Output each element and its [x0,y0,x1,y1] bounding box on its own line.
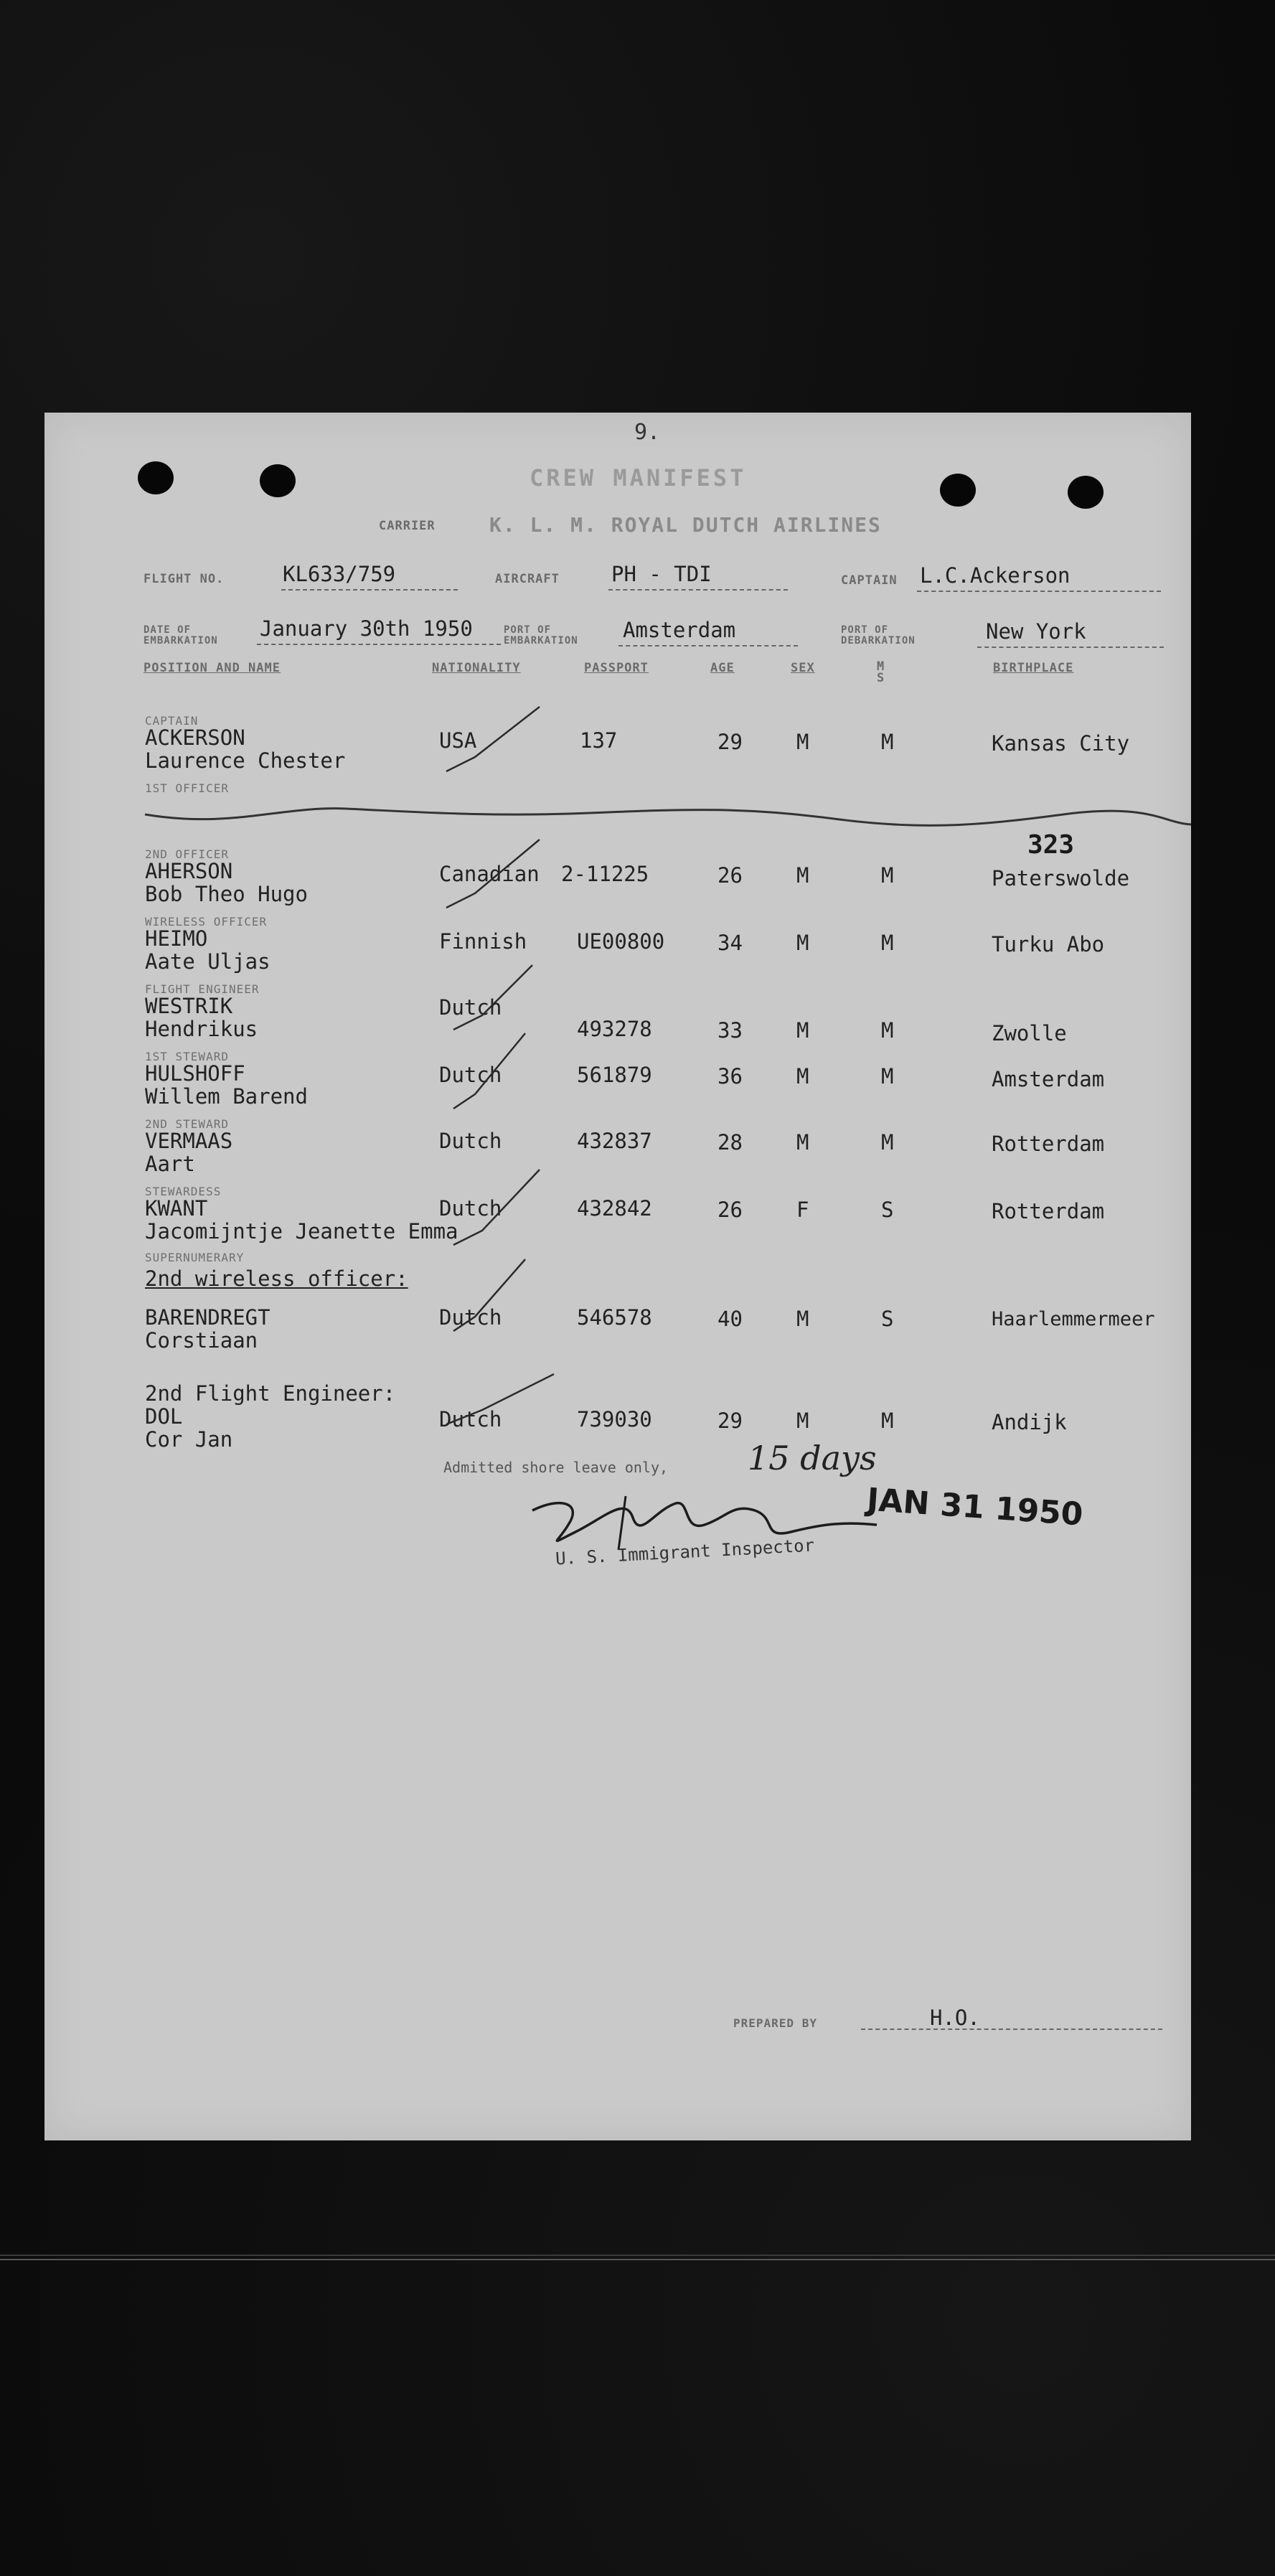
crew-birthplace: Amsterdam [992,1067,1105,1091]
captain-underline [917,591,1161,592]
carrier-label: CARRIER [379,519,436,533]
crew-age: 29 [718,730,743,754]
crew-passport: 2-11225 [561,862,649,886]
crew-surname: VERMAAS [145,1129,233,1153]
port-underline [618,645,798,647]
col-passport: PASSPORT [584,661,649,675]
crew-nationality: Dutch [439,995,502,1020]
crew-nationality: Canadian [439,862,540,886]
crew-surname: HEIMO [145,926,208,951]
crew-birthplace: Andijk [992,1410,1067,1434]
crew-surname: WESTRIK [145,994,233,1018]
flight-value: KL633/759 [283,562,396,586]
crew-birthplace: Zwolle [992,1021,1067,1045]
second-engineer-label: 2nd Flight Engineer: [145,1381,396,1406]
crew-surname: KWANT [145,1196,208,1221]
prepared-by-value: H.O. [930,2006,980,2030]
crew-given: Corstiaan [145,1328,258,1353]
crew-marital: M [881,1409,894,1433]
crew-nationality: Dutch [439,1305,502,1330]
crew-sex: M [796,1018,809,1043]
crew-marital: M [881,931,894,955]
crew-sex: M [796,1409,809,1433]
crew-surname: ACKERSON [145,725,245,750]
crew-age: 26 [718,863,743,888]
punch-hole [260,464,296,497]
crew-marital: M [881,1064,894,1089]
crew-role: FLIGHT ENGINEER [145,982,260,996]
crew-birthplace: Haarlemmermeer [992,1308,1155,1330]
crew-age: 26 [718,1198,743,1222]
col-position: POSITION AND NAME [144,661,281,675]
second-wireless-label: 2nd wireless officer: [145,1266,408,1291]
crew-nationality: Dutch [439,1129,502,1153]
crew-sex: M [796,931,809,955]
crew-birthplace: Rotterdam [992,1132,1105,1156]
crew-marital: M [881,1018,894,1043]
crew-role: WIRELESS OFFICER [145,915,268,929]
crew-surname: HULSHOFF [145,1061,245,1086]
embarkation-port-value: Amsterdam [623,618,736,642]
embarkation-port-label: PORT OF EMBARKATION [504,624,578,647]
crew-sex: M [796,1307,809,1331]
crew-age: 36 [718,1064,743,1089]
crew-marital: S [881,1198,894,1222]
crew-given: Bob Theo Hugo [145,882,308,906]
crew-role: STEWARDESS [145,1185,222,1198]
crew-nationality: Finnish [439,929,527,954]
crew-passport: 432842 [577,1196,652,1221]
admitted-days: 15 days [748,1439,877,1477]
crew-passport: 561879 [577,1063,652,1087]
flight-label: FLIGHT NO. [144,572,225,586]
crew-marital: M [881,730,894,754]
page-marker: 9. [634,420,661,445]
crew-sex: M [796,1130,809,1155]
crew-role: 2ND OFFICER [145,847,229,861]
date-underline [257,644,501,645]
crew-surname: AHERSON [145,859,233,883]
flight-underline [281,589,458,591]
crew-birthplace: Paterswolde [992,866,1130,890]
captain-value: L.C.Ackerson [920,563,1071,588]
fold-line [44,786,1191,836]
prepared-by-label: PREPARED BY [733,2016,817,2030]
col-sex: SEX [791,661,815,675]
crew-age: 33 [718,1018,743,1043]
crew-role: 1ST STEWARD [145,1050,229,1063]
crew-nationality: USA [439,728,477,753]
crew-role: CAPTAIN [145,714,199,728]
punch-hole [1068,476,1104,509]
crew-passport: 546578 [577,1305,652,1330]
col-age: AGE [710,661,735,675]
crew-given: Willem Barend [145,1084,308,1109]
crew-nationality: Dutch [439,1196,502,1221]
col-nationality: NATIONALITY [432,661,521,675]
aircraft-underline [608,589,788,591]
crew-passport: 493278 [577,1017,652,1041]
crew-passport: UE00800 [577,929,665,954]
crew-given: Jacomijntje Jeanette Emma [145,1219,458,1244]
inspector-title: U. S. Immigrant Inspector [555,1535,815,1569]
supernumerary-label: SUPERNUMERARY [145,1251,245,1264]
captain-label: CAPTAIN [841,573,898,588]
crew-given: Hendrikus [145,1017,258,1041]
crew-role: 2ND STEWARD [145,1117,229,1131]
prepared-by-underline [861,2029,1162,2030]
manifest-paper [44,413,1191,2140]
crew-sex: M [796,730,809,754]
nationality-check-marks [432,692,590,1453]
crew-marital: S [881,1307,894,1331]
debarkation-port-label: PORT OF DEBARKATION [841,624,916,647]
crew-passport: 432837 [577,1129,652,1153]
crew-sex: F [796,1198,809,1222]
crew-sex: M [796,863,809,888]
aircraft-value: PH - TDI [611,562,712,586]
embarkation-date-value: January 30th 1950 [260,616,473,641]
crew-passport: 739030 [577,1407,652,1432]
crew-nationality: Dutch [439,1063,502,1087]
crew-birthplace: Kansas City [992,731,1130,756]
crew-passport: 137 [580,728,618,753]
col-marital: M S [877,659,885,685]
crew-marital: M [881,863,894,888]
admitted-note: Admitted shore leave only, [443,1459,669,1476]
carrier-value: K. L. M. ROYAL DUTCH AIRLINES [489,513,882,537]
crew-age: 28 [718,1130,743,1155]
crew-given: Cor Jan [145,1427,233,1452]
debark-underline [977,647,1164,648]
crew-nationality: Dutch [439,1407,502,1432]
first-officer-label: 1ST OFFICER [145,781,229,795]
page-number: 323 [1027,830,1075,860]
scanner-band [0,2259,1275,2260]
punch-hole [138,461,174,494]
manifest-title: CREW MANIFEST [530,464,747,492]
crew-surname: BARENDREGT [145,1305,270,1330]
aircraft-label: AIRCRAFT [495,572,560,586]
debarkation-port-value: New York [986,619,1086,644]
crew-age: 29 [718,1409,743,1433]
crew-given: Aart [145,1152,195,1176]
date-stamp: JAN 31 1950 [865,1481,1084,1533]
punch-hole [940,474,976,507]
crew-sex: M [796,1064,809,1089]
crew-age: 40 [718,1307,743,1331]
crew-birthplace: Turku Abo [992,932,1105,956]
scanner-band [0,2255,1275,2256]
crew-surname: DOL [145,1404,183,1429]
embarkation-date-label: DATE OF EMBARKATION [144,624,218,647]
col-birthplace: BIRTHPLACE [993,661,1074,675]
crew-birthplace: Rotterdam [992,1199,1105,1223]
crew-given: Aate Uljas [145,949,270,974]
crew-marital: M [881,1130,894,1155]
crew-given: Laurence Chester [145,748,346,773]
crew-age: 34 [718,931,743,955]
